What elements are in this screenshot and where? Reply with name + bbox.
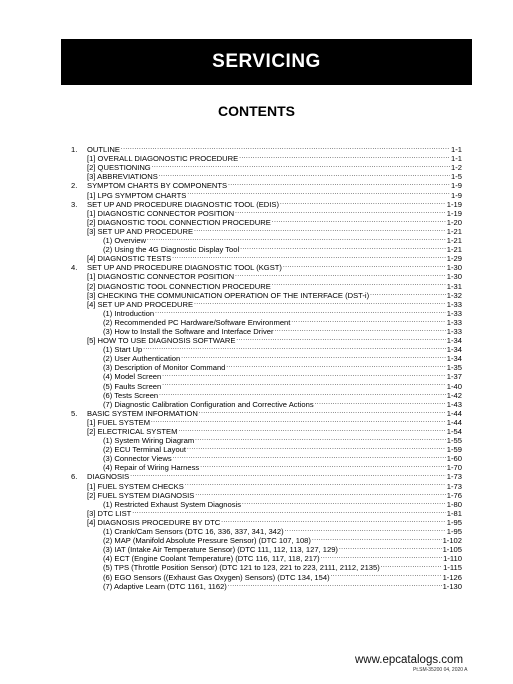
- toc-entry-page: 1-115: [443, 563, 462, 573]
- toc-entry-page: 1-54: [446, 427, 462, 436]
- toc-entry-page: 1-43: [446, 399, 462, 409]
- toc-entry-page: 1-110: [443, 554, 462, 564]
- toc-dot-leader: [159, 170, 450, 179]
- toc-entry-label: [2] FUEL SYSTEM DIAGNOSIS: [87, 490, 195, 500]
- toc-entry-label: (3) How to Install the Software and Interface Driver: [103, 326, 274, 336]
- toc-entry[interactable]: [71, 243, 462, 255]
- toc-dot-leader: [221, 516, 446, 525]
- toc-dot-leader: [315, 398, 446, 407]
- toc-entry[interactable]: [71, 325, 462, 334]
- toc-entry-label: (4) ECT (Engine Coolant Temperature) (DTC 116, 117, 118, 217): [103, 554, 320, 564]
- toc-entry[interactable]: [71, 298, 462, 307]
- toc-entry-page: 1-33: [446, 317, 462, 327]
- toc-entry[interactable]: [71, 434, 462, 446]
- toc-entry[interactable]: [71, 207, 462, 216]
- toc-entry[interactable]: [71, 470, 462, 482]
- toc-dot-leader: [331, 570, 442, 579]
- toc-dot-leader: [195, 489, 445, 498]
- toc-entry[interactable]: [71, 289, 462, 298]
- toc-dot-leader: [172, 252, 446, 261]
- toc-entry[interactable]: [71, 398, 462, 407]
- toc-entry[interactable]: [71, 234, 462, 246]
- toc-dot-leader: [291, 316, 445, 325]
- toc-entry-label: (1) Introduction: [103, 308, 155, 318]
- toc-dot-leader: [200, 461, 446, 470]
- toc-entry-label: [1] DIAGNOSTIC CONNECTOR POSITION: [87, 208, 235, 218]
- toc-entry-label: (7) Diagnostic Calibration Configuration and Corrective Actions: [103, 399, 314, 409]
- toc-dot-leader: [194, 225, 446, 234]
- toc-dot-leader: [272, 216, 446, 225]
- toc-entry-page: 1-37: [446, 372, 462, 382]
- toc-dot-leader: [159, 389, 446, 398]
- toc-entry-page: 1-73: [446, 472, 462, 482]
- toc-entry-label: (4) Repair of Wiring Harness: [103, 463, 200, 473]
- toc-entry[interactable]: [71, 489, 462, 498]
- toc-dot-leader: [130, 470, 446, 479]
- toc-entry-page: 1-5: [451, 172, 462, 182]
- toc-entry-page: 1-32: [446, 290, 462, 300]
- toc-entry-page: 1-35: [446, 363, 462, 373]
- toc-entry-label: [1] LPG SYMPTOM CHARTS: [87, 190, 187, 200]
- toc-dot-leader: [381, 561, 442, 570]
- toc-entry-number: 1.: [71, 145, 78, 155]
- toc-dot-leader: [226, 361, 445, 370]
- toc-entry[interactable]: [71, 443, 462, 455]
- toc-entry-label: (3) Connector Views: [103, 454, 172, 464]
- toc-entry-label: (2) Using the 4G Diagnostic Display Tool: [103, 245, 240, 255]
- toc-dot-leader: [194, 298, 446, 307]
- toc-entry-label: [2] DIAGNOSTIC TOOL CONNECTION PROCEDURE: [87, 281, 271, 291]
- toc-entry-label: [1] FUEL SYSTEM CHECKS: [87, 481, 184, 491]
- toc-entry-number: 4.: [71, 263, 78, 273]
- table-of-contents: [71, 143, 462, 589]
- toc-entry[interactable]: [71, 525, 462, 537]
- toc-entry-page: 1-21: [446, 226, 462, 236]
- toc-entry-page: 1-126: [442, 572, 462, 582]
- toc-entry[interactable]: [71, 543, 462, 555]
- toc-entry[interactable]: [71, 270, 462, 282]
- toc-dot-leader: [185, 479, 446, 488]
- toc-entry-label: (3) Description of Monitor Command: [103, 363, 226, 373]
- toc-dot-leader: [228, 179, 450, 188]
- toc-entry-page: 1-44: [446, 417, 462, 427]
- toc-entry-label: [3] SET UP AND PROCEDURE: [87, 226, 194, 236]
- toc-entry-label: (2) Recommended PC Hardware/Software Environment: [103, 317, 291, 327]
- toc-entry-label: [2] DIAGNOSTIC TOOL CONNECTION PROCEDURE: [87, 217, 271, 227]
- watermark-text: www.epcatalogs.com: [355, 654, 464, 666]
- toc-entry-label: [4] SET UP AND PROCEDURE: [87, 299, 194, 309]
- toc-dot-leader: [181, 352, 446, 361]
- toc-entry[interactable]: [71, 188, 462, 200]
- toc-dot-leader: [321, 552, 442, 561]
- toc-entry-label: [3] CHECKING THE COMMUNICATION OPERATION OF THE INTERFACE (DST-i): [87, 290, 370, 300]
- toc-entry-page: 1-80: [446, 499, 462, 509]
- toc-entry[interactable]: [71, 352, 462, 364]
- toc-entry-label: (1) Restricted Exhaust System Diagnosis: [103, 499, 242, 509]
- toc-entry-label: (6) Tests Screen: [103, 390, 159, 400]
- toc-entry-page: 1-81: [446, 508, 462, 518]
- toc-entry[interactable]: [71, 379, 462, 391]
- toc-entry-number: 2.: [71, 181, 78, 191]
- toc-entry-page: 1-105: [442, 545, 462, 555]
- toc-entry-label: (3) IAT (Intake Air Temperature Sensor) (DTC 111, 112, 113, 127, 129): [103, 545, 338, 555]
- toc-entry-page: 1-20: [446, 217, 462, 227]
- toc-dot-leader: [162, 379, 446, 388]
- toc-dot-leader: [162, 370, 446, 379]
- toc-entry[interactable]: [71, 498, 462, 507]
- toc-entry-label: (4) Model Screen: [103, 372, 162, 382]
- toc-dot-leader: [152, 161, 450, 170]
- toc-entry-label: DIAGNOSIS: [87, 472, 130, 482]
- toc-entry[interactable]: [71, 334, 462, 346]
- toc-dot-leader: [235, 207, 446, 216]
- toc-dot-leader: [132, 507, 445, 516]
- footer-document-code: Pt.SM-35200 04, 2020 A: [413, 667, 468, 673]
- toc-entry-page: 1-21: [446, 236, 462, 246]
- toc-entry-page: 1-34: [446, 336, 462, 346]
- toc-entry-page: 1-2: [451, 163, 462, 173]
- toc-entry[interactable]: [71, 343, 462, 355]
- toc-entry-page: 1-42: [446, 390, 462, 400]
- toc-entry-label: SYMPTOM CHARTS BY COMPONENTS: [87, 181, 228, 191]
- toc-dot-leader: [178, 425, 445, 434]
- toc-entry[interactable]: [71, 552, 462, 564]
- toc-entry-number: 5.: [71, 408, 78, 418]
- toc-entry-number: 3.: [71, 199, 78, 209]
- toc-entry-page: 1-30: [446, 263, 462, 273]
- toc-entry-label: (1) Start Up: [103, 345, 143, 355]
- toc-entry-page: 1-95: [446, 527, 462, 537]
- toc-entry-page: 1-73: [446, 481, 462, 491]
- toc-entry-label: (2) MAP (Manifold Absolute Pressure Sensor) (DTC 107, 108): [103, 536, 311, 546]
- toc-entry[interactable]: [71, 143, 462, 155]
- toc-entry-label: (6) EGO Sensors ((Exhaust Gas Oxygen) Sensors) (DTC 134, 154): [103, 572, 330, 582]
- toc-entry[interactable]: [71, 461, 462, 473]
- toc-entry-page: 1-102: [442, 536, 462, 546]
- toc-entry-page: 1-33: [446, 299, 462, 309]
- toc-entry-page: 1-33: [446, 326, 462, 336]
- toc-entry-page: 1-44: [446, 408, 462, 418]
- toc-entry-page: 1-19: [446, 199, 462, 209]
- toc-entry-page: 1-130: [442, 581, 462, 591]
- toc-entry[interactable]: [71, 198, 462, 207]
- toc-entry-page: 1-34: [446, 345, 462, 355]
- toc-entry-label: [3] ABBREVIATIONS: [87, 172, 158, 182]
- toc-entry[interactable]: [71, 307, 462, 316]
- toc-entry[interactable]: [71, 479, 462, 491]
- toc-entry-label: [4] DIAGNOSIS PROCEDURE BY DTC: [87, 517, 221, 527]
- toc-entry-page: 1-9: [451, 181, 462, 191]
- toc-entry[interactable]: [71, 516, 462, 525]
- toc-entry-label: [2] ELECTRICAL SYSTEM: [87, 427, 178, 436]
- section-title: SERVICING: [212, 51, 321, 72]
- toc-entry[interactable]: [71, 161, 462, 173]
- toc-entry[interactable]: [71, 452, 462, 464]
- toc-entry[interactable]: [71, 279, 462, 291]
- toc-entry-label: [1] FUEL SYSTEM: [87, 417, 151, 427]
- toc-dot-leader: [195, 434, 446, 443]
- toc-dot-leader: [155, 307, 446, 316]
- toc-entry-label: BASIC SYSTEM INFORMATION: [87, 408, 198, 418]
- toc-entry-label: [3] DTC LIST: [87, 508, 132, 518]
- toc-entry-page: 1-29: [446, 254, 462, 264]
- toc-dot-leader: [187, 188, 450, 197]
- toc-dot-leader: [285, 525, 446, 534]
- toc-entry[interactable]: [71, 580, 462, 589]
- toc-entry[interactable]: [71, 570, 462, 582]
- toc-entry[interactable]: [71, 534, 462, 546]
- toc-entry-page: 1-70: [446, 463, 462, 473]
- toc-entry[interactable]: [71, 179, 462, 191]
- toc-dot-leader: [121, 143, 450, 152]
- toc-entry[interactable]: [71, 152, 462, 164]
- toc-entry[interactable]: [71, 316, 462, 325]
- toc-dot-leader: [143, 343, 446, 352]
- toc-dot-leader: [235, 270, 446, 279]
- toc-entry-page: 1-40: [446, 381, 462, 391]
- toc-entry-label: (5) TPS (Throttle Position Sensor) (DTC 121 to 123, 221 to 223, 2111, 2112, 2135): [103, 563, 380, 573]
- toc-entry-label: (1) System Wiring Diagram: [103, 436, 195, 446]
- toc-entry[interactable]: [71, 561, 462, 573]
- toc-entry[interactable]: [71, 225, 462, 234]
- toc-entry-label: (2) ECU Terminal Layout: [103, 445, 187, 455]
- toc-dot-leader: [173, 452, 446, 461]
- toc-dot-leader: [339, 543, 442, 552]
- section-banner: [61, 39, 472, 85]
- toc-dot-leader: [280, 198, 446, 207]
- toc-dot-leader: [312, 534, 442, 543]
- toc-entry[interactable]: [71, 389, 462, 398]
- contents-heading: CONTENTS: [218, 103, 295, 119]
- toc-entry-label: (1) Overview: [103, 236, 147, 246]
- toc-entry-label: (7) Adaptive Learn (DTC 1161, 1162): [103, 581, 227, 591]
- toc-entry-page: 1-1: [451, 154, 462, 164]
- toc-entry[interactable]: [71, 361, 462, 373]
- toc-entry-page: 1-33: [446, 308, 462, 318]
- toc-entry-label: [5] HOW TO USE DIAGNOSIS SOFTWARE: [87, 336, 236, 346]
- toc-entry[interactable]: [71, 252, 462, 264]
- toc-dot-leader: [228, 580, 442, 589]
- toc-entry-page: 1-34: [446, 354, 462, 364]
- toc-entry[interactable]: [71, 507, 462, 516]
- toc-entry-page: 1-76: [446, 490, 462, 500]
- toc-entry-label: (2) User Authentication: [103, 354, 181, 364]
- toc-entry-label: (5) Faults Screen: [103, 381, 162, 391]
- toc-dot-leader: [242, 498, 446, 507]
- toc-entry-page: 1-55: [446, 436, 462, 446]
- toc-dot-leader: [236, 334, 445, 343]
- toc-dot-leader: [272, 279, 446, 288]
- toc-entry-label: OUTLINE: [87, 145, 120, 155]
- toc-entry-page: 1-59: [446, 445, 462, 455]
- toc-dot-leader: [199, 407, 446, 416]
- toc-entry-page: 1-1: [451, 145, 462, 155]
- toc-entry-page: 1-30: [446, 272, 462, 282]
- toc-dot-leader: [370, 289, 446, 298]
- toc-entry-page: 1-19: [446, 208, 462, 218]
- toc-entry-page: 1-9: [451, 190, 462, 200]
- toc-entry-label: SET UP AND PROCEDURE DIAGNOSTIC TOOL (KGST): [87, 263, 282, 273]
- toc-dot-leader: [275, 325, 446, 334]
- toc-entry-page: 1-60: [446, 454, 462, 464]
- toc-entry[interactable]: [71, 170, 462, 182]
- toc-dot-leader: [187, 443, 446, 452]
- toc-entry-page: 1-21: [446, 245, 462, 255]
- toc-entry[interactable]: [71, 425, 462, 434]
- toc-dot-leader: [239, 152, 450, 161]
- toc-entry-label: [2] QUESTIONING: [87, 163, 151, 173]
- toc-dot-leader: [283, 261, 446, 270]
- toc-entry-label: (1) Crank/Cam Sensors (DTC 16, 336, 337, 341, 342): [103, 527, 284, 537]
- toc-entry-label: SET UP AND PROCEDURE DIAGNOSTIC TOOL (EDIS): [87, 199, 279, 209]
- toc-entry[interactable]: [71, 370, 462, 382]
- toc-dot-leader: [151, 416, 446, 425]
- toc-entry-page: 1-31: [446, 281, 462, 291]
- toc-entry[interactable]: [71, 407, 462, 416]
- toc-entry[interactable]: [71, 216, 462, 225]
- toc-dot-leader: [147, 234, 446, 243]
- toc-entry-label: [1] DIAGNOSTIC CONNECTOR POSITION: [87, 272, 235, 282]
- toc-dot-leader: [240, 243, 446, 252]
- toc-entry-number: 6.: [71, 472, 78, 482]
- toc-entry-label: [1] OVERALL DIAGONOSTIC PROCEDURE: [87, 154, 239, 164]
- toc-entry-label: [4] DIAGNOSTIC TESTS: [87, 254, 172, 264]
- toc-entry[interactable]: [71, 416, 462, 425]
- toc-entry-page: 1-95: [446, 517, 462, 527]
- toc-entry[interactable]: [71, 261, 462, 273]
